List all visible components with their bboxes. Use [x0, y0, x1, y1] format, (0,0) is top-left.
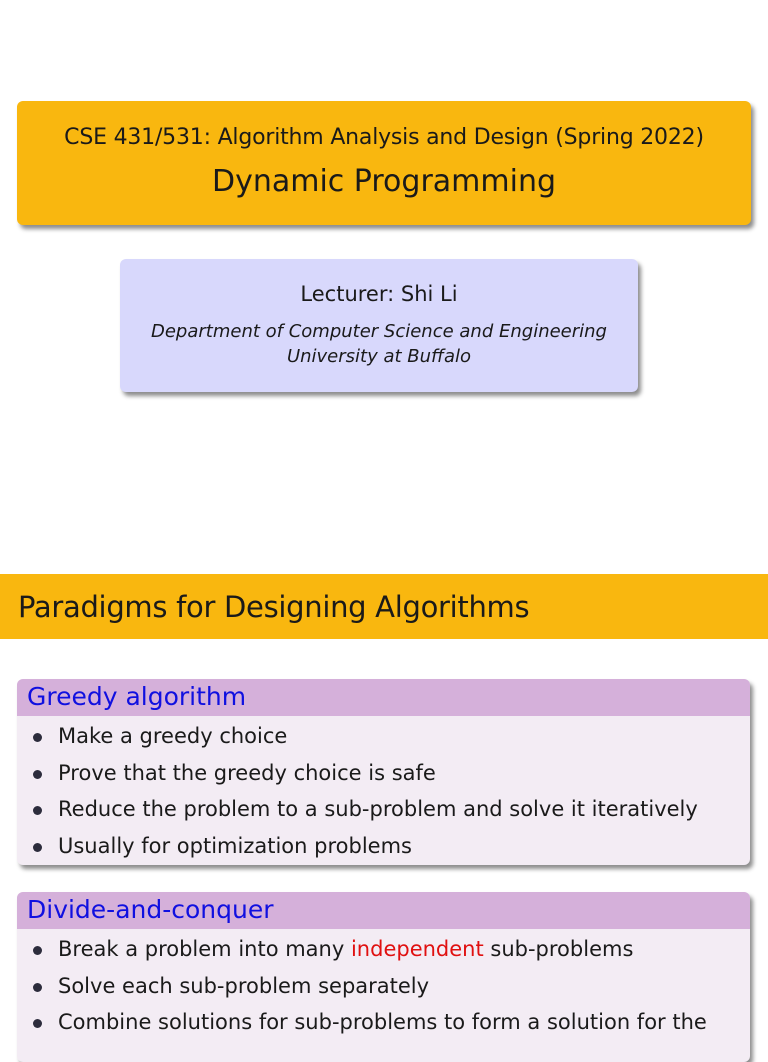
- divide-and-conquer-block: [17, 892, 750, 1062]
- list-item-text: Solve each sub-problem separately: [58, 973, 430, 998]
- list-item: [17, 1004, 750, 1041]
- list-item: [17, 931, 750, 968]
- list-item-text: Usually for optimization problems: [58, 834, 412, 859]
- bullet-icon: [33, 983, 42, 992]
- bullet-icon: [33, 770, 42, 779]
- list-item: [17, 828, 750, 865]
- course-title-box: [17, 101, 751, 225]
- frame-header: [0, 574, 768, 639]
- bullet-icon: [33, 733, 42, 742]
- list-item-text: Make a greedy choice: [58, 724, 288, 748]
- course-name: CSE 431/531: Algorithm Analysis and Design (Spring 2022): [64, 125, 704, 150]
- list-item-text: Reduce the problem to a sub-problem and solve it iteratively: [58, 797, 698, 822]
- bullet-icon: [33, 806, 42, 815]
- lecture-title: Dynamic Programming: [211, 164, 557, 199]
- block-body: [17, 716, 750, 865]
- bullet-icon: [33, 843, 42, 852]
- list-item-text: Prove that the greedy choice is safe: [58, 760, 436, 785]
- author-box: [120, 259, 638, 392]
- list-item: [17, 791, 750, 828]
- list-item-text: Break a problem into many: [58, 937, 351, 961]
- department-name: Department of Computer Science and Engineering: [150, 321, 607, 342]
- block-title: Greedy algorithm: [17, 679, 750, 716]
- list-item: [17, 755, 750, 792]
- list-item: [17, 718, 750, 755]
- frame-title: Paradigms for Designing Algorithms: [18, 590, 530, 624]
- highlighted-word: independent: [350, 937, 484, 961]
- list-item-text: sub-problems: [483, 937, 634, 961]
- block-body: [17, 929, 750, 1041]
- greedy-algorithm-block: [17, 679, 750, 865]
- bullet-icon: [33, 946, 42, 955]
- list-item: [17, 968, 750, 1005]
- university-name: University at Buffalo: [286, 346, 472, 367]
- lecturer-name: Lecturer: Shi Li: [300, 282, 458, 306]
- block-title: Divide-and-conquer: [17, 892, 750, 929]
- list-item-text: Combine solutions for sub-problems to form a solution for the: [58, 1010, 707, 1035]
